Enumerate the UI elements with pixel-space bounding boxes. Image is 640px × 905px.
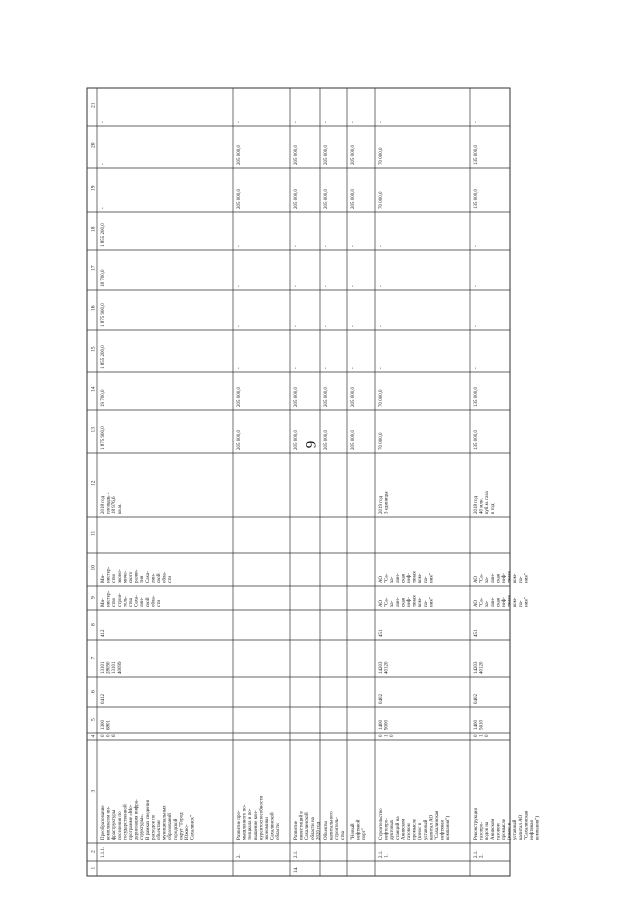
cell-c19: 205 000,0 [324, 189, 329, 209]
cell-c14: 205 000,0 [294, 387, 299, 407]
cell-c19: 205 000,0 [351, 189, 356, 209]
cell-c20: 205 000,0 [324, 145, 329, 165]
cell-c13: 135 000,0 [474, 430, 479, 450]
cell-c2: 2.1.1. [379, 850, 390, 858]
cell-c7: 1420340120 [474, 661, 485, 674]
cell-c19: 205 000,0 [237, 189, 242, 209]
cell-c16: - [474, 325, 479, 327]
cell-c15: - [379, 367, 384, 369]
cell-c17: - [294, 285, 299, 287]
column-number: 12 [90, 480, 97, 486]
cell-c17: - [474, 285, 479, 287]
cell-c21: - [101, 121, 106, 123]
cell-c13: 70 000,0 [379, 432, 384, 450]
cell-c19: - [101, 207, 106, 209]
cell-c2: 2.1.2. [474, 850, 485, 858]
cell-c2: 2. [237, 854, 242, 858]
cell-c8: 451 [379, 629, 384, 637]
cell-c20: - [101, 163, 106, 165]
column-number: 17 [90, 265, 97, 271]
column-number: 7 [90, 656, 97, 660]
cell-c14: 70 000,0 [379, 389, 384, 407]
cell-c2: 1.1.1. [101, 846, 106, 858]
cell-c15: - [351, 367, 356, 369]
cell-c18: - [474, 245, 479, 247]
cell-c17: - [351, 285, 356, 287]
cell-c20: 205 000,0 [351, 145, 356, 165]
cell-c20: 135 000,0 [474, 145, 479, 165]
cell-c13: 205 000,0 [351, 430, 356, 450]
cell-c20: 70 000,0 [379, 147, 384, 165]
cell-c18: 1 855 200,0 [101, 223, 106, 247]
column-number: 9 [90, 596, 97, 599]
cell-c9: АО"Са-ха-лин-скаянеф-тянаяком-па-ния" [379, 595, 435, 607]
column-number: 19 [90, 185, 97, 191]
cell-c5: 14009000 [379, 720, 390, 730]
cell-c4: 010 [474, 734, 491, 737]
column-number: 4 [90, 734, 97, 738]
cell-c19: 70 000,0 [379, 191, 384, 209]
cell-c1: 14. [294, 866, 299, 873]
cell-c13: 205 000,0 [294, 430, 299, 450]
cell-c16: - [324, 325, 329, 327]
cell-c2: 2.1. [294, 850, 299, 858]
cell-c18: - [351, 245, 356, 247]
cell-c4: 006 [101, 734, 118, 737]
cell-c10: АО"Са-ха-лин-скаянеф-тянаяком-па-ния" [474, 571, 530, 583]
cell-c8: 451 [474, 629, 479, 637]
column-number: 15 [90, 346, 97, 352]
column-number: 6 [90, 690, 97, 693]
cell-c3: Развитиеинвестиций вСахалинскойобласти на2020 год [294, 811, 322, 840]
cell-c21: - [379, 121, 384, 123]
cell-c12: 2019 год3 единицы [379, 491, 390, 514]
cell-c17: - [237, 285, 242, 287]
cell-c9: Ми-нистер-ствострои-тель-стваСаха-лин-скойобла-сти [101, 590, 162, 607]
cell-c3: Преобразованиекомплексом ин-фраструктурыпоселения погосударственнойпрограмме «Мо-дернизация инфра-структуры».В рамках сведениярасходов пообъектаммуниципальныхобразованийгородскойокруг "ГородЮжно-Сахалинск" [101, 799, 196, 840]
cell-c13: 205 000,0 [324, 430, 329, 450]
cell-c17: - [379, 285, 384, 287]
cell-c12: 2018 годплощадь -18 976,6кв.м. [101, 492, 123, 514]
column-number: 5 [90, 718, 97, 721]
cell-c7: 13101280901310140099 [101, 661, 123, 674]
cell-c3: Строительствонефтепро-дуктовыхстанций наАнивскомгазовомпромысле(взнос вуставныйкапитал АО"Сахалинскаянефтянаякомпания") [379, 808, 452, 840]
cell-c21: - [294, 121, 299, 123]
column-number: 3 [90, 789, 97, 793]
cell-c15: - [474, 367, 479, 369]
cell-c16: - [351, 325, 356, 327]
column-number: 11 [90, 530, 97, 536]
cell-c7: 1420340120 [379, 661, 390, 674]
cell-c20: 205 000,0 [294, 145, 299, 165]
cell-c3: Объектыкапитальногостроитель-ства [324, 811, 346, 840]
cell-c8: 412 [101, 629, 106, 637]
cell-c14: 205 000,0 [351, 387, 356, 407]
cell-c14: 205 000,0 [324, 387, 329, 407]
cell-c3: Развитие про-мышленного по-тенциала и по-вышение кон-курентоспособностиэкономикиСахалинскойобласти [237, 795, 282, 840]
cell-c15: - [237, 367, 242, 369]
cell-c5: 14005610 [474, 720, 485, 730]
cell-c18: - [294, 245, 299, 247]
cell-c19: 205 000,0 [294, 189, 299, 209]
cell-c17: - [324, 285, 329, 287]
column-number: 20 [90, 142, 97, 148]
cell-c9: АО"Са-ха-лин-скаянеф-тянаяком-па-ния" [474, 595, 530, 607]
cell-c15: - [294, 367, 299, 369]
column-number: 14 [90, 386, 97, 392]
cell-c18: - [237, 245, 242, 247]
cell-c16: - [379, 325, 384, 327]
cell-c20: 205 000,0 [237, 145, 242, 165]
column-number: 1 [90, 866, 97, 870]
cell-c3: "Новыйнефтянойпорт" [351, 819, 368, 840]
cell-c6: 0412 [101, 694, 106, 704]
cell-c17: 18 700,0 [101, 269, 106, 287]
cell-c14: 135 000,0 [474, 387, 479, 407]
cell-c21: - [324, 121, 329, 123]
cell-c14: 205 000,0 [237, 387, 242, 407]
cell-c21: - [237, 121, 242, 123]
column-number: 21 [90, 102, 97, 108]
column-number: 8 [90, 623, 97, 626]
cell-c16: - [237, 325, 242, 327]
page-number: 9 [303, 440, 320, 449]
column-number: 16 [90, 305, 97, 311]
cell-c16: - [294, 325, 299, 327]
cell-c6: 0402 [379, 694, 384, 704]
cell-c10: Ми-нистер-ствоэконо-миче-скогоразви-тияСаха-лин-скойобла-сти [101, 566, 174, 583]
cell-c6: 0402 [474, 694, 479, 704]
cell-c15: - [324, 367, 329, 369]
cell-c16: 1 875 900,0 [101, 303, 106, 327]
cell-c10: АО"Са-ха-лин-скаянеф-тянаяком-па-ния" [379, 571, 435, 583]
column-number: 2 [90, 850, 97, 853]
cell-c18: - [324, 245, 329, 247]
column-number: 13 [90, 427, 97, 433]
cell-c5: 13006801 [101, 720, 112, 730]
cell-c4: 010 [379, 734, 396, 737]
cell-c3: Реконструкциягазопро-водов наАнивскомгазовомпромысле(взнос вуставныйкапитал АО"Сахалинскаянефтянаякомпания") [474, 808, 541, 840]
cell-c15: 1 855 200,0 [101, 345, 106, 369]
cell-c12: 2018 год40 млн.куб.м. газав год [474, 491, 496, 514]
cell-c21: - [474, 121, 479, 123]
cell-c13: 205 000,0 [237, 430, 242, 450]
cell-c18: - [379, 245, 384, 247]
cell-c13: 1 875 900,0 [101, 426, 106, 450]
cell-c14: 19 700,0 [101, 389, 106, 407]
column-number: 10 [90, 565, 97, 571]
cell-c21: - [351, 121, 356, 123]
column-number: 18 [90, 226, 97, 232]
cell-c19: 135 000,0 [474, 189, 479, 209]
